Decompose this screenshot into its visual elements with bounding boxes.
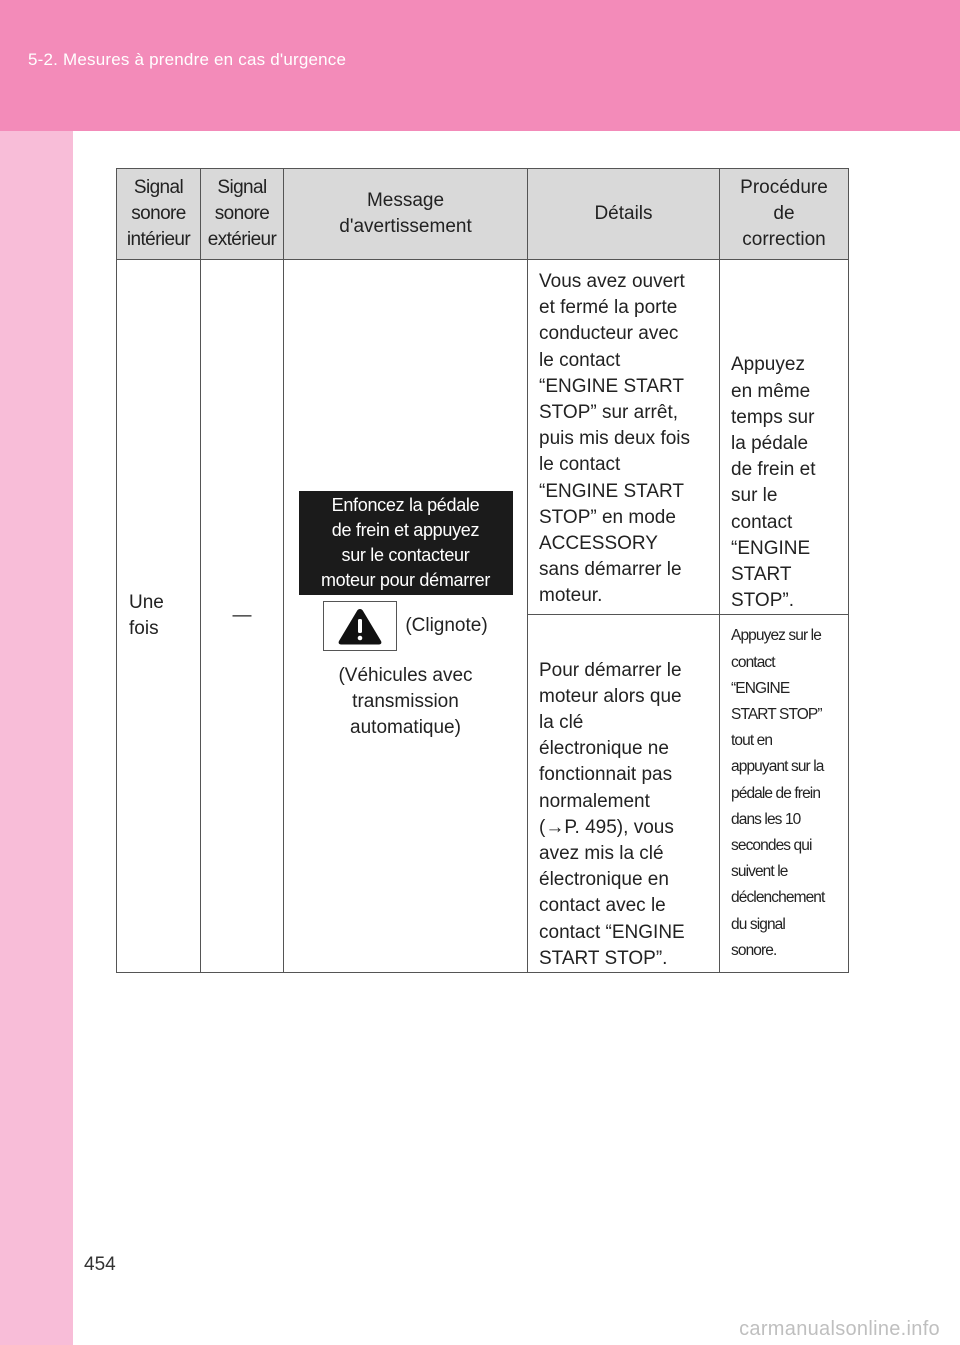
table-row — [117, 260, 849, 615]
section-title: 5-2. Mesures à prendre en cas d'urgence — [28, 50, 347, 69]
warning-indicator — [323, 601, 397, 651]
warning-message-cell — [284, 260, 528, 973]
page-number: 454 — [84, 1254, 116, 1275]
header-correction-procedure: Procédure de correction — [720, 169, 849, 260]
vehicle-note: (Véhicules avec transmission automatique) — [338, 664, 473, 739]
header-details: Détails — [528, 169, 720, 260]
exterior-signal-cell: — — [201, 260, 284, 973]
warning-triangle-icon — [336, 606, 384, 646]
page-header — [0, 0, 960, 131]
details-cell-2 — [528, 615, 720, 973]
table-header-row — [117, 169, 849, 260]
page-side-band — [0, 0, 73, 1345]
procedure-text-1: Appuyez en même temps sur la pédale de frein et sur le contact “ENGINE START STOP”. — [731, 354, 816, 612]
indicator-row — [296, 601, 515, 651]
watermark: carmanualsonline.info — [739, 1318, 940, 1340]
procedure-cell-1 — [720, 260, 849, 615]
header-exterior-signal: Signal sonore extérieur — [201, 169, 284, 260]
interior-signal-cell: Une fois — [117, 260, 201, 973]
details-cell-1: Vous avez ouvert et fermé la porte conducteur avec le contact “ENGINE START STOP” sur arrêt, puis mis deux fois le contact “ENGINE START STOP” en mode ACCESSORY sans démarrer le moteur. — [528, 260, 720, 615]
header-warning-message: Message d'avertissement — [284, 169, 528, 260]
indicator-state: (Clignote) — [405, 614, 488, 636]
details-text-2: Pour démarrer le moteur alors que la clé électronique ne fonctionnait pas normalement (→P. 495), vous avez mis la clé électronique en contact avec le contact “ENGINE START STOP”. — [539, 659, 685, 969]
multi-info-display-message: Enfoncez la pédale de frein et appuyez sur le contacteur moteur pour démarrer — [299, 491, 513, 595]
warning-table — [116, 168, 849, 973]
procedure-cell-2: Appuyez sur le contact “ENGINE START STOP” tout en appuyant sur la pédale de frein dans les 10 secondes qui suivent le déclenchement du signal sonore. — [720, 615, 849, 973]
header-interior-signal: Signal sonore intérieur — [117, 169, 201, 260]
